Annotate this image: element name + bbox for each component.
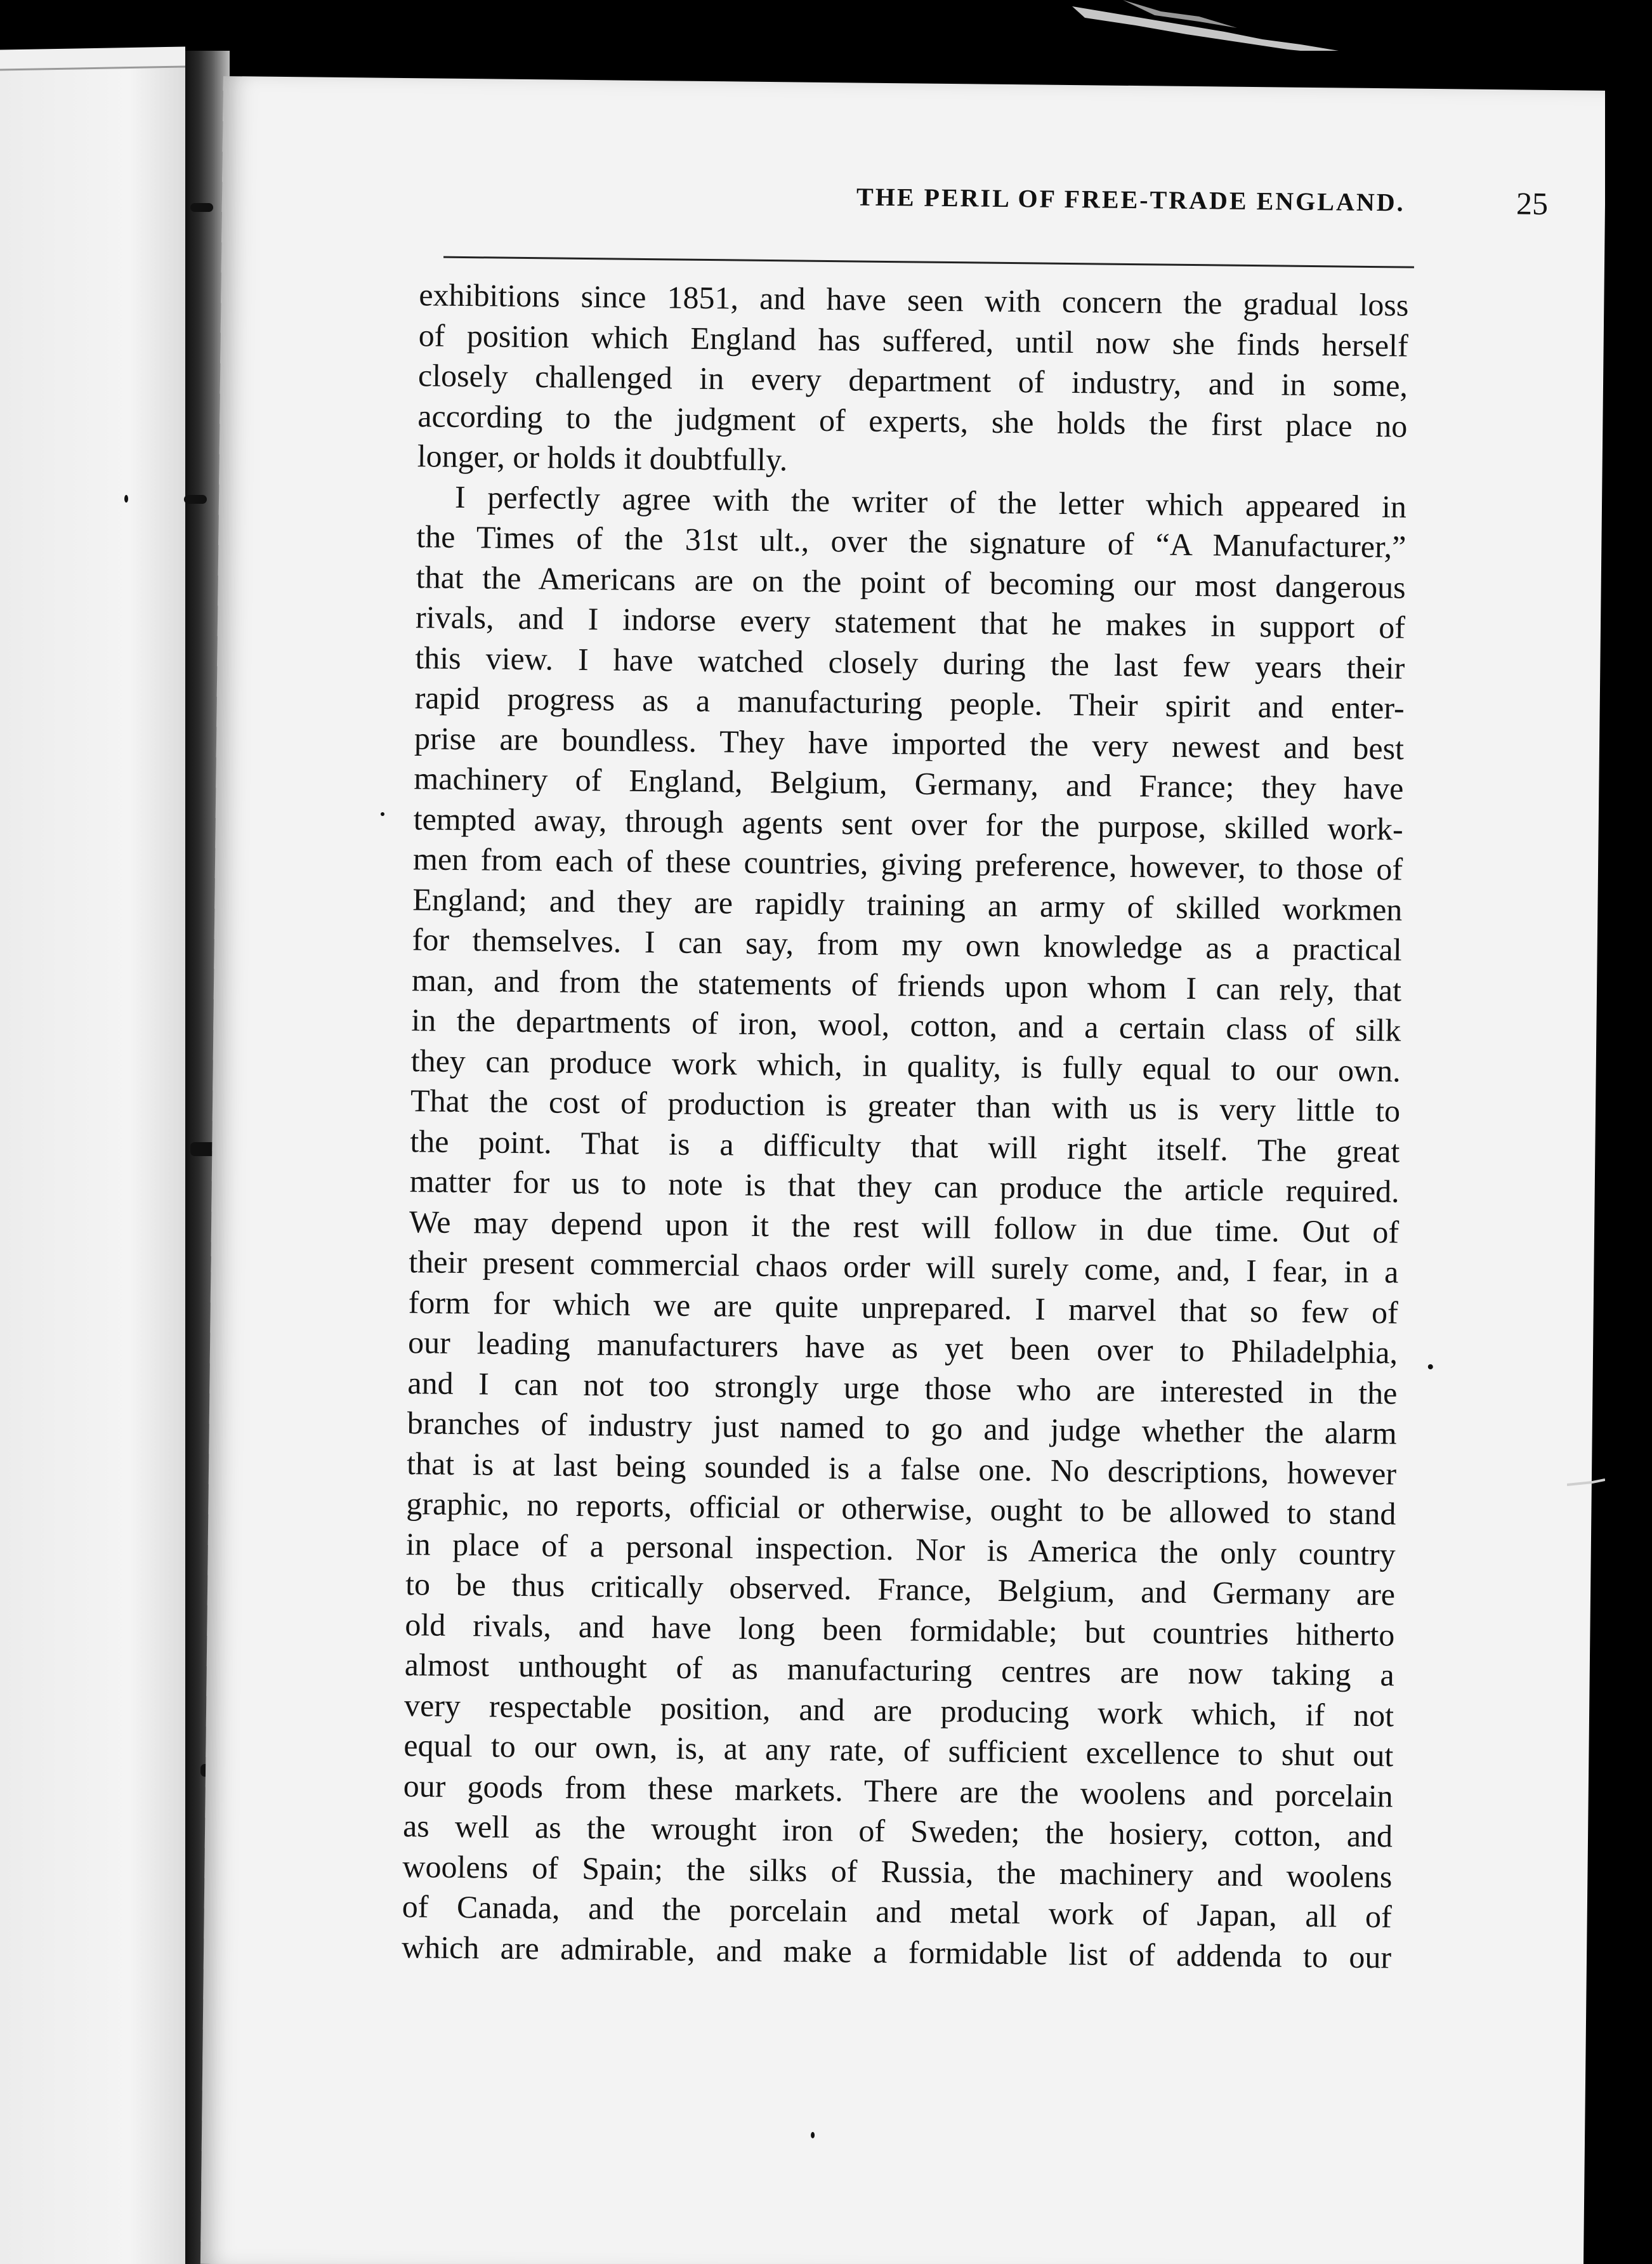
scan-background-right xyxy=(1605,0,1652,2264)
text-line: of position which England has suffered, until now she finds herself xyxy=(418,317,1408,364)
paragraph-1 xyxy=(417,275,1408,487)
text-line: I perfectly agree with the writer of the letter which appeared in xyxy=(454,478,1407,525)
binding-stitch xyxy=(190,203,213,212)
text-line: closely challenged in every department of industry, and in some, xyxy=(417,357,1408,404)
text-line: the point. That is a difficulty that will right itself. The great xyxy=(410,1122,1400,1169)
text-line: for themselves. I can say, from my own knowledge as a practical xyxy=(412,921,1402,968)
running-title: THE PERIL OF FREE-TRADE ENGLAND. xyxy=(856,182,1405,217)
text-line: in the departments of iron, wool, cotton, and a certain class of silk xyxy=(411,1002,1401,1048)
text-line: our goods from these markets. There are the woolens and porcelain xyxy=(403,1767,1394,1813)
text-line: very respectable position, and are producing work which, if not xyxy=(403,1687,1394,1733)
header-rule xyxy=(443,256,1414,268)
text-line: matter for us to note is that they can produce the article required. xyxy=(409,1163,1400,1209)
text-line: tempted away, through agents sent over for the purpose, skilled work- xyxy=(413,800,1403,847)
page-header xyxy=(634,176,1587,237)
text-line: almost unthought of as manufacturing centres are now taking a xyxy=(404,1647,1395,1693)
text-line: graphic, no reports, official or otherwise, ought to be allowed to stand xyxy=(406,1485,1396,1532)
page-number: 25 xyxy=(1516,185,1549,221)
text-line: they can produce work which, in quality, is fully equal to our own. xyxy=(410,1042,1401,1089)
page-body xyxy=(402,275,1409,1977)
ink-speck xyxy=(1428,1364,1433,1369)
text-line: which are admirable, and make a formidable list of addenda to our xyxy=(401,1928,1392,1975)
torn-paper-fragment xyxy=(1072,0,1339,51)
ink-speck xyxy=(811,2132,815,2138)
text-line: to be thus critically observed. France, Belgium, and Germany are xyxy=(405,1566,1396,1612)
text-line: form for which we are quite unprepared. I marvel that so few of xyxy=(408,1284,1398,1330)
text-line: rivals, and I indorse every statement that he makes in support of xyxy=(415,599,1406,645)
text-line: of Canada, and the porcelain and metal work of Japan, all of xyxy=(402,1888,1393,1935)
paragraph-2 xyxy=(402,477,1407,1978)
text-line: man, and from the statements of friends upon whom I can rely, that xyxy=(411,961,1402,1008)
text-line: the Times of the 31st ult., over the signature of “A Manufacturer,” xyxy=(416,518,1406,565)
text-line: We may depend upon it the rest will follow in due time. Out of xyxy=(409,1203,1400,1250)
text-line: rapid progress as a manufacturing people. Their spirit and enter- xyxy=(414,680,1405,726)
text-line: their present commercial chaos order will surely come, and, I fear, in a xyxy=(409,1244,1399,1290)
previous-page-top-edge xyxy=(0,46,185,70)
text-line: prise are boundless. They have imported the very newest and best xyxy=(414,720,1405,767)
previous-page-edge xyxy=(0,58,185,2264)
text-line: men from each of these countries, giving preference, however, to those of xyxy=(412,841,1403,887)
binding-stitch xyxy=(184,495,207,504)
text-line: as well as the wrought iron of Sweden; the hosiery, cotton, and xyxy=(402,1808,1393,1854)
text-line: England; and they are rapidly training an army of skilled workmen xyxy=(412,881,1403,928)
ink-speck xyxy=(381,812,384,816)
text-line: longer, or holds it doubtfully. xyxy=(417,438,788,478)
text-line: our leading manufacturers have as yet been over to Philadelphia, xyxy=(407,1324,1398,1371)
text-line: according to the judgment of experts, she holds the first place no xyxy=(417,397,1408,444)
text-line: woolens of Spain; the silks of Russia, the machinery and woolens xyxy=(402,1848,1393,1894)
ink-speck xyxy=(124,495,128,503)
text-line: that the Americans are on the point of becoming our most dangerous xyxy=(416,558,1406,605)
text-line: machinery of England, Belgium, Germany, and France; they have xyxy=(414,760,1404,806)
text-line: That the cost of production is greater than with us is very little to xyxy=(410,1083,1401,1129)
text-line: branches of industry just named to go and judge whether the alarm xyxy=(407,1405,1398,1451)
text-line: this view. I have watched closely during the last few years their xyxy=(415,639,1405,686)
text-line: in place of a personal inspection. Nor is America the only country xyxy=(405,1525,1396,1572)
margin-mark xyxy=(1567,1478,1605,1489)
text-line: and I can not too strongly urge those who are interested in the xyxy=(407,1364,1398,1411)
text-line: that is at last being sounded is a false one. No descriptions, however xyxy=(406,1445,1397,1491)
book-page xyxy=(200,76,1606,2264)
text-line: exhibitions since 1851, and have seen with concern the gradual loss xyxy=(419,277,1409,323)
text-line: old rivals, and have long been formidable; but countries hitherto xyxy=(405,1606,1395,1652)
text-line: equal to our own, is, at any rate, of sufficient excellence to shut out xyxy=(403,1727,1394,1774)
